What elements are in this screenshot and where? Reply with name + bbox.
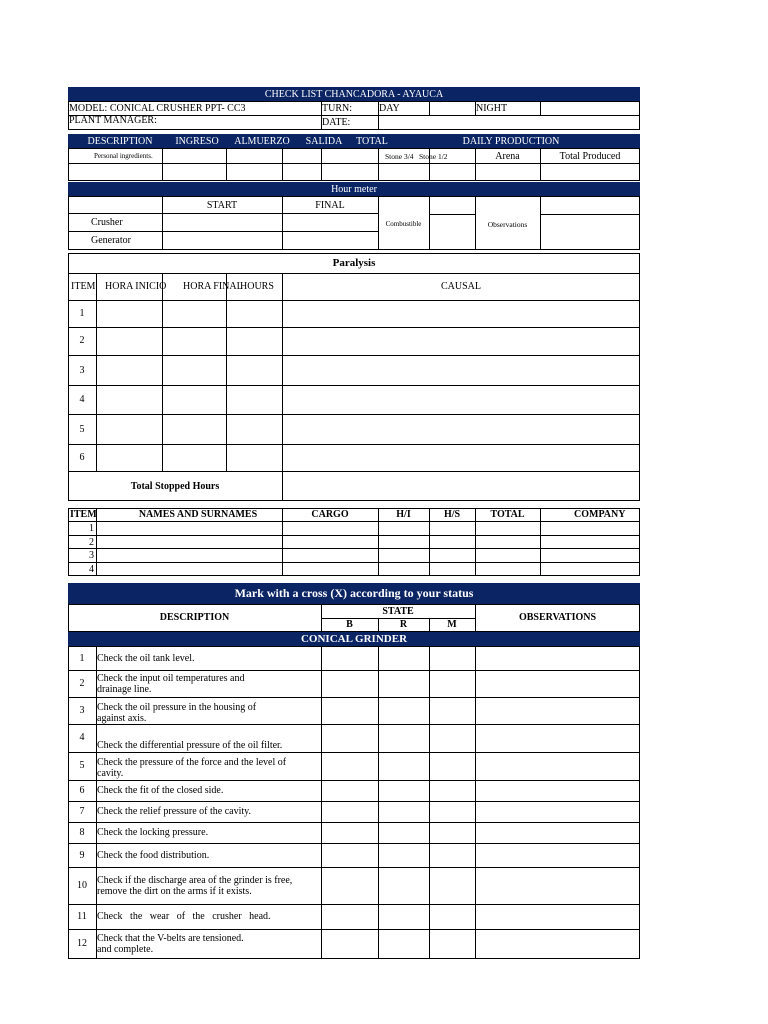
paralysis-row-num: 2 xyxy=(79,335,85,346)
check-item-number: 4 xyxy=(79,732,85,743)
total-produced-label: Total Produced xyxy=(559,151,621,162)
night-label: NIGHT xyxy=(476,103,508,114)
daily-production-label: DAILY PRODUCTION xyxy=(462,136,560,147)
total-stopped-hours-label: Total Stopped Hours xyxy=(130,481,220,492)
check-item-number: 7 xyxy=(79,806,85,817)
personnel-row-num: 2 xyxy=(89,537,94,548)
check-item-text: Check the locking pressure. xyxy=(97,827,209,838)
check-item-number: 6 xyxy=(79,785,85,796)
paralysis-row-num: 1 xyxy=(79,308,85,319)
paralysis-row-num: 5 xyxy=(79,424,85,435)
hora-final-header: HORA FINAL xyxy=(183,281,243,292)
turn-label: TURN: xyxy=(322,103,352,114)
check-item-number: 12 xyxy=(77,938,87,949)
check-item-text: Check the oil pressure in the housing of against axis. xyxy=(97,702,257,724)
check-item-number: 5 xyxy=(79,760,85,771)
observations-label: Observations xyxy=(487,220,528,229)
check-item-text: Check the differential pressure of the oil filter. xyxy=(97,740,283,751)
paralysis-row-num: 3 xyxy=(79,365,85,376)
check-item-number: 10 xyxy=(77,880,87,891)
check-item-text: Check the input oil temperatures and drainage line. xyxy=(97,673,245,695)
personnel-col-names: NAMES AND SURNAMES xyxy=(138,509,258,520)
final-label: FINAL xyxy=(315,200,345,211)
check-item-number: 9 xyxy=(79,850,85,861)
check-item-number: 2 xyxy=(79,678,85,689)
checklist-description-header: DESCRIPTION xyxy=(159,612,230,623)
personnel-col-item: ITEM xyxy=(70,509,97,520)
check-item-number: 8 xyxy=(79,827,85,838)
personnel-col-hs: H/S xyxy=(443,509,461,520)
checklist-observations-header: OBSERVATIONS xyxy=(518,612,597,623)
state-r: R xyxy=(399,619,408,630)
check-item-number: 1 xyxy=(79,653,85,664)
col-total: TOTAL xyxy=(356,136,388,147)
check-item-text: Check the wear of the crusher head. xyxy=(97,911,271,922)
generator-label: Generator xyxy=(91,235,131,246)
date-label: DATE: xyxy=(322,117,351,128)
hours-header: HOURS xyxy=(240,281,274,292)
personnel-row-num: 3 xyxy=(89,550,94,561)
personnel-row-num: 1 xyxy=(89,523,94,534)
check-item-number: 11 xyxy=(77,911,87,922)
checklist-title: Mark with a cross (X) according to your status xyxy=(68,583,640,604)
check-item-text: Check the fit of the closed side. xyxy=(97,785,224,796)
start-label: START xyxy=(206,200,238,211)
day-label: DAY xyxy=(379,103,400,114)
paralysis-row-num: 6 xyxy=(79,452,85,463)
col-ingreso: INGRESO xyxy=(175,136,219,147)
personnel-col-total: TOTAL xyxy=(490,509,525,520)
col-description: DESCRIPTION xyxy=(87,136,153,147)
hora-inicio-header: HORA INICIO xyxy=(105,281,167,292)
personnel-row-num: 4 xyxy=(89,564,94,575)
check-item-text: Check if the discharge area of the grinder is free, remove the dirt on the arms if it exists. xyxy=(97,875,293,897)
crusher-label: Crusher xyxy=(91,217,123,228)
col-salida: SALIDA xyxy=(305,136,343,147)
check-item-text: Check that the V-belts are tensioned. and complete. xyxy=(97,933,244,955)
state-m: M xyxy=(447,619,457,630)
paralysis-item-header: ITEM xyxy=(71,281,96,292)
model-label: MODEL: CONICAL CRUSHER PPT- CC3 xyxy=(69,103,246,114)
check-item-text: Check the food distribution. xyxy=(97,850,210,861)
personal-ingredients-label: Personal ingredients. xyxy=(94,152,153,160)
sheet-title: CHECK LIST CHANCADORA - AYAUCA xyxy=(68,87,640,101)
causal-header: CAUSAL xyxy=(440,281,481,292)
check-item-number: 3 xyxy=(79,705,85,716)
check-item-text: Check the oil tank level. xyxy=(97,653,195,664)
check-item-text: Check the pressure of the force and the level of cavity. xyxy=(97,757,287,779)
plant-manager-label: PLANT MANAGER: xyxy=(69,115,157,126)
state-b: B xyxy=(346,619,353,630)
combustible-label: Combustible xyxy=(385,220,422,228)
paralysis-title: Paralysis xyxy=(332,257,376,269)
personnel-col-cargo: CARGO xyxy=(311,509,349,520)
arena-label: Arena xyxy=(495,151,520,162)
hour-meter-title: Hour meter xyxy=(68,182,640,196)
paralysis-row-num: 4 xyxy=(79,394,85,405)
section-conical-grinder: CONICAL GRINDER xyxy=(68,632,640,646)
stone-34-label: Stone 3/4 xyxy=(385,152,414,161)
col-almuerzo: ALMUERZO xyxy=(234,136,290,147)
check-item-text: Check the relief pressure of the cavity. xyxy=(97,806,252,817)
stone-12-label: Stone 1/2 xyxy=(419,152,448,161)
personnel-col-company: COMPANY xyxy=(574,509,626,520)
state-header: STATE xyxy=(382,606,414,617)
personnel-col-hi: H/I xyxy=(396,509,411,520)
